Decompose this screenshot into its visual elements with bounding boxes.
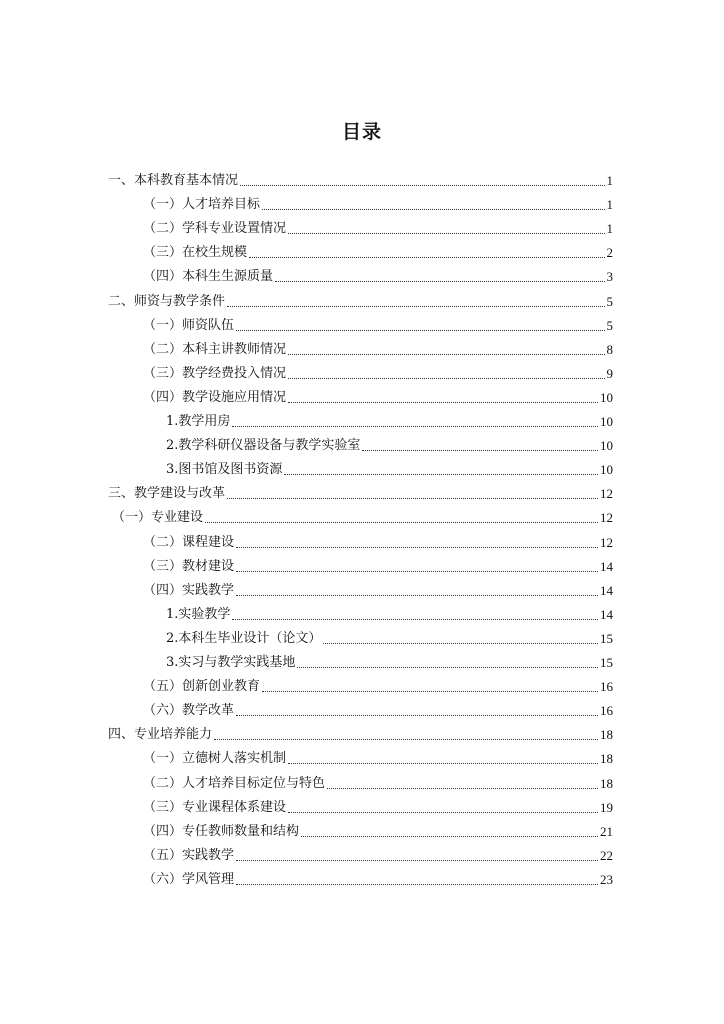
toc-leader-dots bbox=[236, 570, 598, 572]
toc-entry[interactable] bbox=[166, 605, 613, 625]
toc-leader-dots bbox=[323, 642, 598, 644]
toc-entry-label: （六）教学改革 bbox=[143, 703, 235, 718]
toc-entry[interactable] bbox=[143, 533, 613, 553]
toc-leader-dots bbox=[227, 497, 598, 499]
toc-leader-dots bbox=[236, 714, 598, 716]
toc-leader-dots bbox=[327, 787, 598, 789]
toc-entry-page-number: 14 bbox=[600, 583, 613, 598]
toc-entry-page-number: 22 bbox=[600, 848, 613, 863]
toc-entry-page-number: 15 bbox=[600, 631, 613, 646]
toc-entry[interactable] bbox=[143, 701, 613, 721]
toc-entry[interactable] bbox=[108, 725, 613, 745]
toc-entry-page-number: 10 bbox=[600, 390, 613, 405]
toc-entry[interactable] bbox=[143, 364, 613, 384]
toc-entry-page-number: 18 bbox=[600, 727, 613, 742]
toc-leader-dots bbox=[236, 859, 598, 861]
toc-entry-label: （二）人才培养目标定位与特色 bbox=[143, 776, 326, 791]
toc-leader-dots bbox=[205, 521, 598, 523]
toc-leader-dots bbox=[227, 305, 604, 307]
toc-leader-dots bbox=[284, 473, 598, 475]
toc-leader-dots bbox=[236, 883, 598, 885]
toc-leader-dots bbox=[262, 208, 604, 210]
toc-entry[interactable] bbox=[166, 412, 613, 432]
toc-entry-label: 3.图书馆及图书资源 bbox=[166, 462, 283, 477]
toc-leader-dots bbox=[249, 256, 604, 258]
toc-entry[interactable] bbox=[166, 436, 613, 456]
toc-entry-label: （一）专业建设 bbox=[112, 510, 204, 525]
toc-entry-page-number: 1 bbox=[606, 197, 613, 212]
toc-entry-label: （四）教学设施应用情况 bbox=[143, 390, 287, 405]
toc-entry[interactable] bbox=[143, 557, 613, 577]
toc-entry-page-number: 10 bbox=[600, 438, 613, 453]
toc-entry[interactable] bbox=[143, 798, 613, 818]
toc-leader-dots bbox=[236, 594, 598, 596]
toc-entry-label: 1.实验教学 bbox=[166, 607, 231, 622]
toc-entry-page-number: 18 bbox=[600, 776, 613, 791]
toc-leader-dots bbox=[288, 401, 598, 403]
toc-entry-label: （三）专业课程体系建设 bbox=[143, 800, 287, 815]
toc-entry-label: （四）本科生生源质量 bbox=[143, 269, 274, 284]
toc-leader-dots bbox=[297, 666, 598, 668]
toc-entry-label: （四）实践教学 bbox=[143, 583, 235, 598]
toc-entry[interactable] bbox=[143, 822, 613, 842]
toc-entry-page-number: 21 bbox=[600, 824, 613, 839]
toc-leader-dots bbox=[236, 329, 604, 331]
toc-entry-page-number: 2 bbox=[606, 245, 613, 260]
toc-entry-page-number: 9 bbox=[606, 366, 613, 381]
toc-entry[interactable] bbox=[108, 484, 613, 504]
toc-entry[interactable] bbox=[166, 653, 613, 673]
toc-entry-label: （六）学风管理 bbox=[143, 872, 235, 887]
toc-entry-label: （二）课程建设 bbox=[143, 535, 235, 550]
toc-entry-label: （三）教材建设 bbox=[143, 559, 235, 574]
toc-entry-page-number: 16 bbox=[600, 679, 613, 694]
toc-entry-label: 2.教学科研仪器设备与教学实验室 bbox=[166, 438, 361, 453]
toc-entry[interactable] bbox=[143, 267, 613, 287]
toc-leader-dots bbox=[232, 618, 598, 620]
toc-leader-dots bbox=[275, 280, 604, 282]
toc-entry-page-number: 15 bbox=[600, 655, 613, 670]
toc-entry-label: 2.本科生毕业设计（论文） bbox=[166, 631, 322, 646]
toc-entry[interactable] bbox=[143, 195, 613, 215]
toc-entry-label: 3.实习与教学实践基地 bbox=[166, 655, 296, 670]
toc-entry-label: （四）专任教师数量和结构 bbox=[143, 824, 300, 839]
toc-entry[interactable] bbox=[108, 292, 613, 312]
toc-entry-page-number: 19 bbox=[600, 800, 613, 815]
toc-entry[interactable] bbox=[166, 629, 613, 649]
toc-entry-page-number: 5 bbox=[606, 294, 613, 309]
toc-entry-page-number: 5 bbox=[606, 318, 613, 333]
toc-entry[interactable] bbox=[143, 581, 613, 601]
toc-entry-page-number: 12 bbox=[600, 510, 613, 525]
toc-leader-dots bbox=[301, 835, 598, 837]
toc-entry-page-number: 12 bbox=[600, 535, 613, 550]
toc-entry[interactable] bbox=[143, 846, 613, 866]
toc-entry-page-number: 10 bbox=[600, 414, 613, 429]
toc-leader-dots bbox=[214, 738, 598, 740]
toc-entry-label: （三）在校生规模 bbox=[143, 245, 248, 260]
toc-entry-label: 一、本科教育基本情况 bbox=[108, 173, 239, 188]
toc-entry[interactable] bbox=[166, 460, 613, 480]
toc-entry-label: （三）教学经费投入情况 bbox=[143, 366, 287, 381]
toc-entry[interactable] bbox=[143, 677, 613, 697]
toc-entry-label: （五）实践教学 bbox=[143, 848, 235, 863]
toc-leader-dots bbox=[288, 811, 598, 813]
toc-entry-label: （二）本科主讲教师情况 bbox=[143, 342, 287, 357]
toc-entry[interactable] bbox=[143, 316, 613, 336]
toc-entry-page-number: 16 bbox=[600, 703, 613, 718]
toc-entry-page-number: 1 bbox=[606, 173, 613, 188]
toc-entry-page-number: 1 bbox=[606, 221, 613, 236]
toc-leader-dots bbox=[288, 377, 604, 379]
toc-entry[interactable] bbox=[143, 340, 613, 360]
toc-leader-dots bbox=[232, 425, 598, 427]
toc-entry-page-number: 3 bbox=[606, 269, 613, 284]
toc-leader-dots bbox=[288, 353, 604, 355]
toc-entry-label: （二）学科专业设置情况 bbox=[143, 221, 287, 236]
toc-leader-dots bbox=[236, 546, 598, 548]
toc-entry[interactable] bbox=[143, 219, 613, 239]
toc-entry-page-number: 23 bbox=[600, 872, 613, 887]
toc-leader-dots bbox=[262, 690, 598, 692]
page-title: 目录 bbox=[341, 121, 382, 143]
toc-entry-label: 1.教学用房 bbox=[166, 414, 231, 429]
toc-entry[interactable] bbox=[143, 388, 613, 408]
toc-entry-page-number: 14 bbox=[600, 607, 613, 622]
toc-entry-label: 四、专业培养能力 bbox=[108, 727, 213, 742]
toc-leader-dots bbox=[288, 232, 604, 234]
toc-entry-page-number: 8 bbox=[606, 342, 613, 357]
toc-entry-label: （一）师资队伍 bbox=[143, 318, 235, 333]
toc-leader-dots bbox=[288, 762, 598, 764]
toc-leader-dots bbox=[240, 184, 604, 186]
toc-entry[interactable] bbox=[143, 243, 613, 263]
toc-entry[interactable] bbox=[143, 774, 613, 794]
toc-entry-label: （一）人才培养目标 bbox=[143, 197, 261, 212]
toc-entry[interactable] bbox=[108, 171, 613, 191]
toc-entry-page-number: 10 bbox=[600, 462, 613, 477]
toc-entry[interactable] bbox=[143, 870, 613, 890]
toc-entry-page-number: 12 bbox=[600, 486, 613, 501]
toc-entry-label: （五）创新创业教育 bbox=[143, 679, 261, 694]
toc-entry-page-number: 18 bbox=[600, 751, 613, 766]
toc-entry-label: 三、教学建设与改革 bbox=[108, 486, 226, 501]
toc-entry-page-number: 14 bbox=[600, 559, 613, 574]
toc-entry[interactable] bbox=[112, 508, 613, 528]
toc-entry-label: （一）立德树人落实机制 bbox=[143, 751, 287, 766]
toc-entry[interactable] bbox=[143, 749, 613, 769]
toc-leader-dots bbox=[362, 449, 598, 451]
toc-entry-label: 二、师资与教学条件 bbox=[108, 294, 226, 309]
